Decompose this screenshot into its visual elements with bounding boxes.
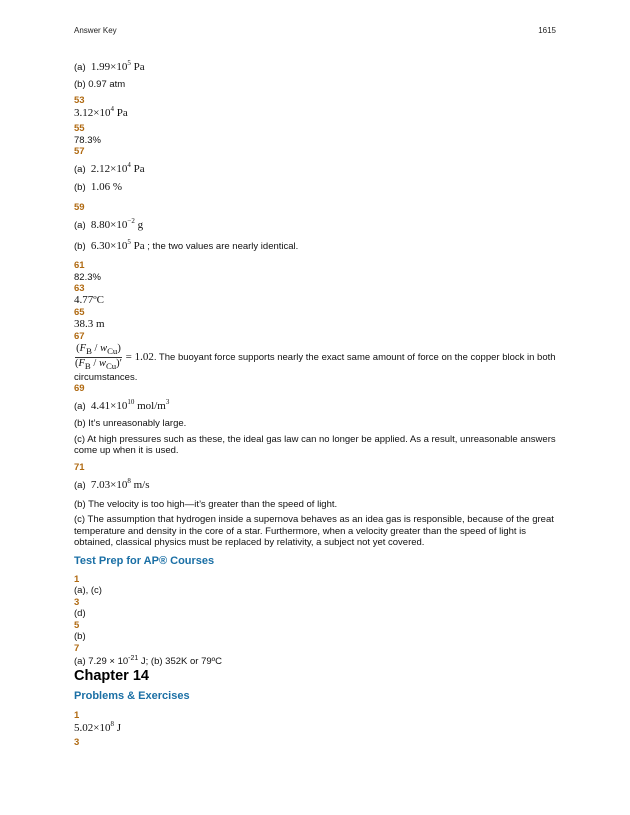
problem-number: 67 <box>74 331 85 342</box>
section-heading: Test Prep for AP® Courses <box>74 554 215 567</box>
problem-number: 57 <box>74 146 85 157</box>
answer-71a: (a) $7.03\times 10^8$ m/s <box>74 477 150 492</box>
test-prep-answer-5: (b) <box>74 631 86 643</box>
answer-67: $\frac{(F_B / w_{Cu})}{(F_B / w_{Cu})'}$ = 1.02. The buoyant force supports nearly the exact same amount of force on the copper block in both circumstances. <box>74 342 556 383</box>
problem-number: 1 <box>74 573 80 585</box>
answer-69a: (a) $4.41\times 10^{10}$ mol/$m^3$ <box>74 397 170 412</box>
answer-51b: (b) 0.97 atm <box>74 78 126 90</box>
answer-71c: (c) The assumption that hydrogen inside a supernova behaves as an idea gas is responsible, because of the great temperature and density in the core of a star. Furthermore, when a velocity greater than the speed of light is obtained, classical physics must be replaced by relativity, a subject not yet covered. <box>74 514 554 549</box>
answer-71b: (b) The velocity is too high—it’s greater than the speed of light. <box>74 498 338 510</box>
answer-69b: (b) It’s unreasonably large. <box>74 418 187 430</box>
answer-51a: (a) $1.99\times 10^5$ Pa <box>74 59 145 73</box>
problem-number: 7 <box>74 642 80 654</box>
answer-59a: (a) $8.80\times 10^{-2}$ g <box>74 217 144 231</box>
buoyant-force-ratio: $\frac{(F_B / w_{Cu})}{(F_B / w_{Cu})'}$ <box>75 342 122 371</box>
problem-number: 63 <box>74 283 85 294</box>
answer-63: 4.77ºC <box>74 293 104 306</box>
problem-number: 53 <box>74 95 85 106</box>
chapter-heading: Chapter 14 <box>74 667 149 684</box>
test-prep-answer-7: (a) $7.29 \times 10^{-21}$ J; (b) 352K or 79ºC <box>74 655 222 668</box>
answer-55: 78.3% <box>74 134 101 146</box>
problem-number: 71 <box>74 461 85 473</box>
answer-59b: (b) $6.30\times 10^5$ Pa ; the two values are nearly identical. <box>74 237 299 252</box>
problem-number: 5 <box>74 619 80 631</box>
test-prep-answer-3: (d) <box>74 608 86 620</box>
answer-69c: (c) At high pressures such as these, the ideal gas law can no longer be applied. As a result, unreasonable answers come up when it is used. <box>74 433 556 457</box>
problems-answer-1: $5.02\times 10^8$ J <box>74 720 121 735</box>
running-header-title: Answer Key <box>74 26 117 35</box>
answer-57a: (a) $2.12\times 10^4$ Pa <box>74 160 145 175</box>
problem-number: 61 <box>74 260 85 271</box>
section-heading: Problems & Exercises <box>74 689 190 702</box>
problem-number: 3 <box>74 736 80 748</box>
test-prep-answer-1: (a), (c) <box>74 585 102 597</box>
answer-53: $3.12\times 10^4$ Pa <box>74 104 128 119</box>
answer-57b: (b) 1.06 % <box>74 181 123 193</box>
problem-number: 55 <box>74 123 85 134</box>
problem-number: 69 <box>74 383 85 395</box>
answer-65: 38.3 m <box>74 317 105 330</box>
page-number: 1615 <box>538 26 556 35</box>
problem-number: 59 <box>74 201 85 213</box>
answer-key-content <box>74 60 556 748</box>
answer-61: 82.3% <box>74 271 101 283</box>
problem-number: 1 <box>74 709 80 721</box>
problem-number: 65 <box>74 307 85 318</box>
problem-number: 3 <box>74 596 80 608</box>
